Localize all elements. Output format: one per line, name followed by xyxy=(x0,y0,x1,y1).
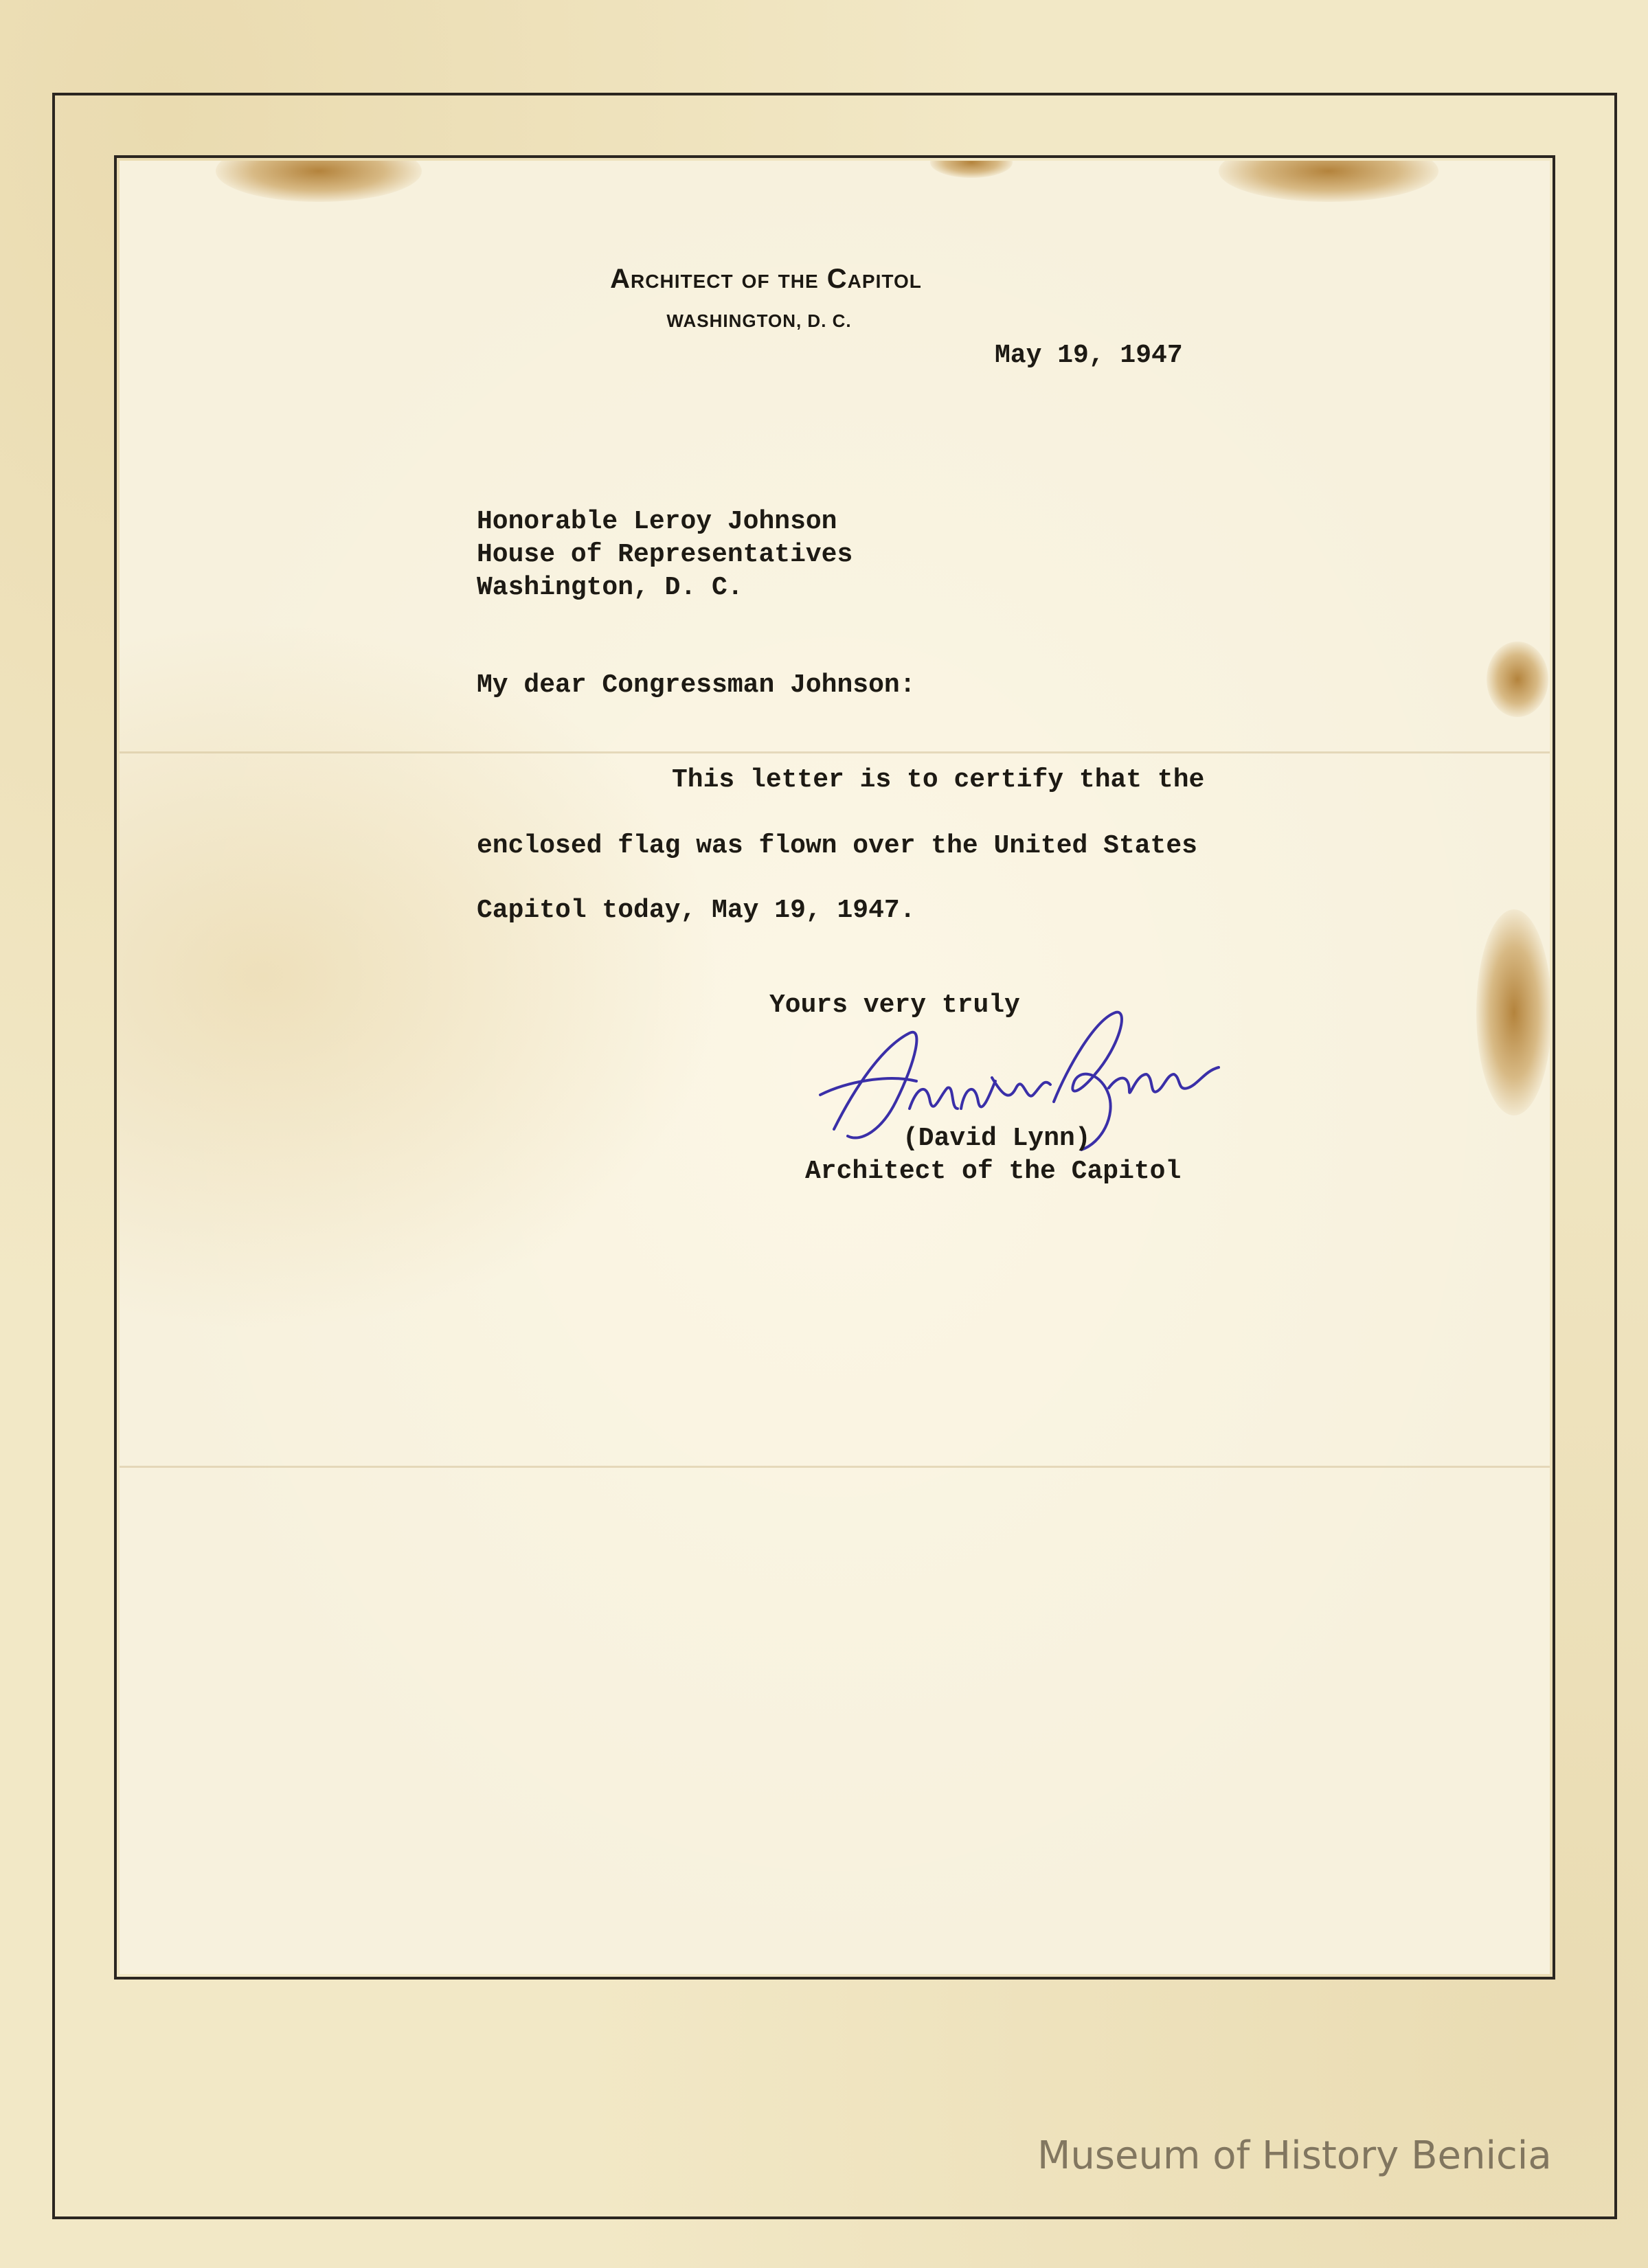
closing: Yours very truly xyxy=(769,990,1020,1020)
recipient-office: House of Representatives xyxy=(477,540,853,569)
water-stain xyxy=(1476,909,1550,1115)
water-stain xyxy=(1487,642,1548,717)
signer-name: (David Lynn) xyxy=(903,1124,1091,1153)
water-stain xyxy=(930,161,1013,178)
museum-watermark: Museum of History Benicia xyxy=(1037,2133,1552,2178)
letterhead-subtitle: WASHINGTON, D. C. xyxy=(666,310,852,331)
letter-date: May 19, 1947 xyxy=(995,341,1183,370)
water-stain xyxy=(1219,161,1438,202)
body-line-1: This letter is to certify that the xyxy=(672,765,1205,795)
body-line-2: enclosed flag was flown over the United States xyxy=(477,831,1197,861)
salutation: My dear Congressman Johnson: xyxy=(477,670,916,700)
recipient-city: Washington, D. C. xyxy=(477,573,743,602)
signer-title: Architect of the Capitol xyxy=(805,1157,1182,1186)
letterhead-title: Architect of the Capitol xyxy=(610,264,922,294)
paper-fold-line xyxy=(120,1466,1550,1468)
recipient-name: Honorable Leroy Johnson xyxy=(477,507,837,536)
paper-fold-line xyxy=(120,751,1550,753)
water-stain xyxy=(216,161,422,202)
letter-paper xyxy=(120,161,1550,1974)
body-line-3: Capitol today, May 19, 1947. xyxy=(477,896,916,925)
